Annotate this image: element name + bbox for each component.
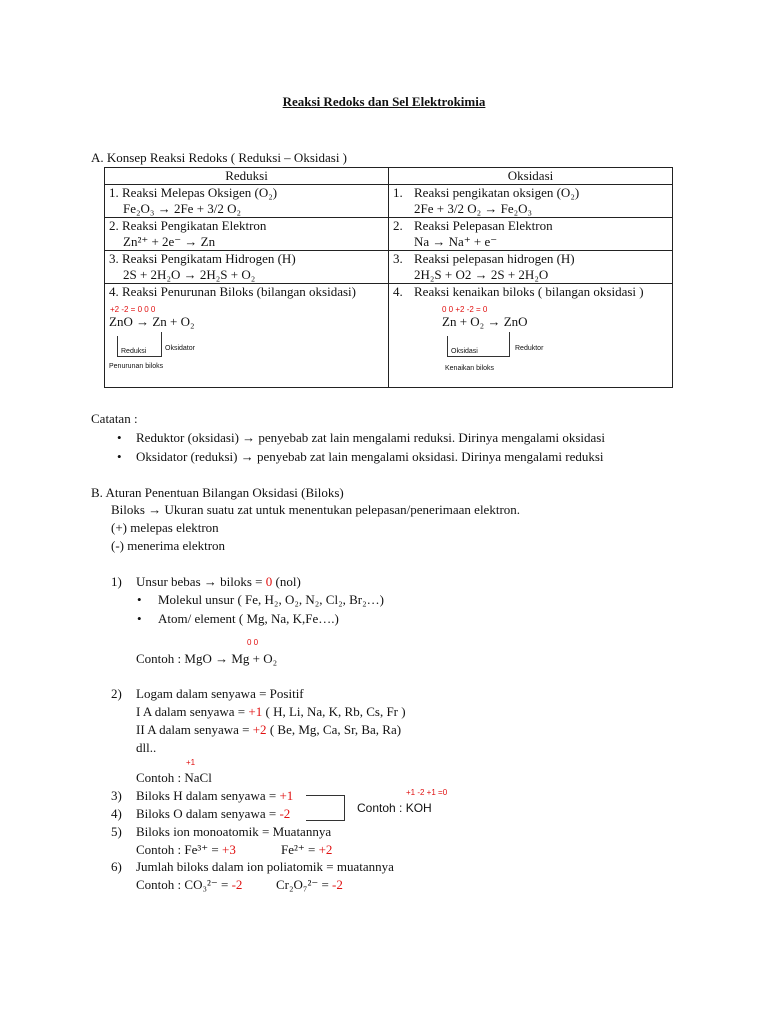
section-b-heading: B. Aturan Penentuan Bilangan Oksidasi (Biloks)	[91, 485, 344, 500]
oksidasi-4-equation: Zn + O₂ → ZnO	[442, 314, 528, 329]
oksidasi-3-equation: 2H₂S + O2 → 2S + 2H₂O	[414, 267, 549, 282]
rule-1-example-numbers: 0 0	[247, 638, 259, 647]
section-b-line-3: (-) menerima elektron	[111, 538, 226, 553]
table-row	[105, 218, 673, 251]
oksidasi-1-title: Reaksi pengikatan oksigen (O₂)	[414, 185, 580, 200]
rule-6-example-a	[136, 877, 242, 893]
catatan-item-2: Oksidator (reduksi) → penyebab zat lain mengalami oksidasi. Dirinya mengalami reduksi	[136, 449, 604, 464]
rule-1-number: 1)	[111, 574, 122, 589]
oksidasi-4-title: Reaksi kenaikan biloks ( bilangan oksidasi )	[414, 284, 644, 299]
rule-2-ia	[136, 704, 406, 720]
rule-1-text	[136, 574, 301, 590]
redoks-table	[104, 167, 673, 388]
rule-2-iia	[136, 722, 401, 738]
rule-2-iia-value: +2	[252, 722, 267, 737]
oksidasi-4-number: 4.	[393, 284, 403, 299]
koh-oxidation-numbers: +1 -2 +1 =0	[406, 788, 448, 797]
reduksi-bracket-right	[161, 332, 162, 356]
rule-6-cr2o7-text: Cr₂O₇²⁻ =	[276, 877, 333, 892]
oksidasi-cell-3	[389, 251, 673, 284]
bullet-icon: •	[137, 592, 142, 607]
penurunan-biloks-label: Penurunan biloks	[109, 363, 164, 370]
reduksi-4-equation: ZnO → Zn + O₂	[109, 314, 195, 329]
rule-3-number: 3)	[111, 788, 122, 803]
rule-6-number: 6)	[111, 859, 122, 874]
rule-6-cr2o7-value: -2	[332, 877, 343, 892]
rule-2-iia-text: II A dalam senyawa =	[136, 722, 253, 737]
reduksi-3-title: 3. Reaksi Pengikatam Hidrogen (H)	[109, 251, 296, 266]
rule-2-dll: dll..	[136, 740, 157, 755]
rule-4-number: 4)	[111, 806, 122, 821]
rule-2-ia-elements: ( H, Li, Na, K, Rb, Cs, Fr )	[262, 704, 406, 719]
rule-3-value: +1	[279, 788, 294, 803]
table-row	[105, 284, 673, 388]
rule-2-example: Contoh : NaCl	[136, 770, 212, 785]
oksidasi-bracket-right	[509, 332, 510, 356]
oksidasi-cell-4	[389, 284, 673, 388]
table-header-row	[105, 168, 673, 185]
oksidasi-cell-1	[389, 185, 673, 218]
header-reduksi: Reduksi	[105, 168, 389, 185]
page-title: Reaksi Redoks dan Sel Elektrokimia	[282, 94, 486, 109]
catatan-heading: Catatan :	[91, 411, 138, 426]
oksidasi-1-number: 1.	[393, 185, 403, 200]
reduksi-cell-3	[105, 251, 389, 284]
section-b-line-1: Biloks → Ukuran suatu zat untuk menentukan pelepasan/penerimaan elektron.	[111, 502, 521, 517]
rule-5-example-a	[136, 842, 236, 858]
oksidator-label: Oksidator	[165, 345, 195, 352]
rule-3-text	[136, 788, 293, 804]
reduksi-label: Reduksi	[121, 348, 147, 355]
rule-2-ia-value: +1	[248, 704, 263, 719]
rule-2-ia-text: I A dalam senyawa =	[136, 704, 249, 719]
rule-6-co3-value: -2	[231, 877, 243, 892]
oksidasi-2-title: Reaksi Pelepasan Elektron	[414, 218, 553, 233]
oksidasi-1-equation: 2Fe + 3/2 O₂ → Fe₂O₃	[414, 201, 533, 216]
oksidasi-label: Oksidasi	[451, 348, 478, 355]
rule-5-text: Biloks ion monoatomik = Muatannya	[136, 824, 332, 839]
oksidasi-3-number: 3.	[393, 251, 403, 266]
oksidasi-2-equation: Na → Na⁺ + e⁻	[414, 234, 498, 249]
reduksi-2-equation: Zn²⁺ + 2e⁻ → Zn	[123, 234, 216, 249]
reduktor-label: Reduktor	[515, 345, 544, 352]
rule-6-text: Jumlah biloks dalam ion poliatomik = muatannya	[136, 859, 394, 874]
table-row	[105, 185, 673, 218]
kenaikan-biloks-label: Kenaikan biloks	[445, 365, 495, 372]
oksidasi-cell-2	[389, 218, 673, 251]
rule-1-example: Contoh : MgO → Mg + O₂	[136, 651, 278, 666]
rule-1-value: 0	[265, 574, 273, 589]
rule-4-value: -2	[279, 806, 291, 821]
rule-5-fe2-text: Fe²⁺ =	[281, 842, 319, 857]
catatan-item-1: Reduktor (oksidasi) → penyebab zat lain mengalami reduksi. Dirinya mengalami oksidasi	[136, 430, 605, 445]
rule-1-bullet-1: Molekul unsur ( Fe, H₂, O₂, N₂, Cl₂, Br₂…)	[158, 592, 384, 607]
reduksi-3-equation: 2S + 2H₂O → 2H₂S + O₂	[123, 267, 256, 282]
oksidasi-3-title: Reaksi pelepasan hidrogen (H)	[414, 251, 575, 266]
section-b-line-2: (+) melepas elektron	[111, 520, 219, 535]
oksidasi-2-number: 2.	[393, 218, 403, 233]
reduksi-cell-1	[105, 185, 389, 218]
rule-2-iia-elements: ( Be, Mg, Ca, Sr, Ba, Ra)	[266, 722, 402, 737]
rule-6-example-b	[276, 877, 343, 893]
bullet-icon: •	[137, 611, 142, 626]
reduksi-2-title: 2. Reaksi Pengikatan Elektron	[109, 218, 267, 233]
header-oksidasi: Oksidasi	[389, 168, 673, 185]
rule-5-fe2-value: +2	[318, 842, 333, 857]
table-row	[105, 251, 673, 284]
section-a-heading: A. Konsep Reaksi Redoks ( Reduksi – Oksidasi )	[91, 150, 348, 165]
rule-2-number: 2)	[111, 686, 122, 701]
rule-1-text-a: Unsur bebas → biloks =	[136, 574, 266, 589]
rule-1-text-b: (nol)	[272, 574, 301, 589]
rule-4-label: Biloks O dalam senyawa =	[136, 806, 280, 821]
rule-5-example-b	[281, 842, 332, 858]
rule-1-bullet-2: Atom/ element ( Mg, Na, K,Fe….)	[158, 611, 339, 626]
rule-5-fe3-value: +3	[222, 842, 236, 857]
rule-4-text	[136, 806, 290, 822]
oksidasi-4-oxidation-numbers: 0 0 +2 -2 = 0	[442, 305, 488, 314]
koh-example: Contoh : KOH	[357, 801, 432, 815]
reduksi-cell-2	[105, 218, 389, 251]
rule-5-fe3-text: Contoh : Fe³⁺ =	[136, 842, 222, 857]
rule-3-label: Biloks H dalam senyawa =	[136, 788, 280, 803]
reduksi-4-oxidation-numbers: +2 -2 = 0 0 0	[110, 305, 156, 314]
rule-5-number: 5)	[111, 824, 122, 839]
bullet-icon: •	[117, 449, 122, 464]
reduksi-cell-4	[105, 284, 389, 388]
reduksi-1-equation: Fe₂O₃ → 2Fe + 3/2 O₂	[123, 201, 242, 216]
reduksi-4-title: 4. Reaksi Penurunan Biloks (bilangan oksidasi)	[109, 284, 356, 299]
reduksi-1-title: 1. Reaksi Melepas Oksigen (O₂)	[109, 185, 278, 200]
bullet-icon: •	[117, 430, 122, 445]
rule-6-co3-text: Contoh : CO₃²⁻ =	[136, 877, 232, 892]
rule-2-text: Logam dalam senyawa = Positif	[136, 686, 304, 701]
rule-3-4-bracket	[306, 795, 345, 821]
rule-2-example-number: +1	[186, 758, 196, 767]
